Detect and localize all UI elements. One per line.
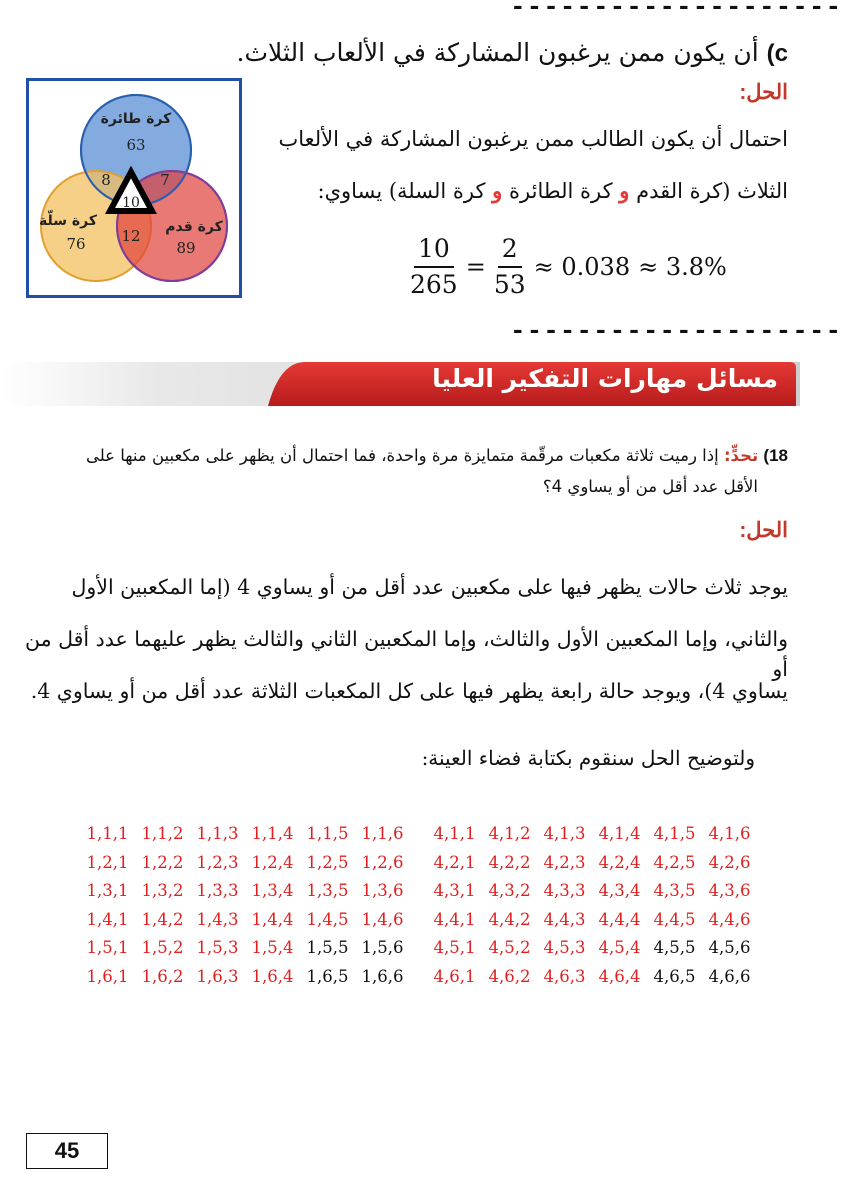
sample-row xyxy=(432,881,752,900)
q18-tag: تحدٍّ: xyxy=(723,446,759,465)
volleyball-label: كرة طائرة xyxy=(100,111,172,127)
basketball-value: 76 xyxy=(66,235,86,253)
q18-solution-label: الحل: xyxy=(739,519,788,542)
football-label: كرة قدم xyxy=(165,219,223,235)
part-c-line1: احتمال أن يكون الطالب ممن يرغبون المشاركة في الألعاب xyxy=(278,127,788,151)
sample-outcome: 4,3,2 xyxy=(488,881,531,900)
sample-row xyxy=(432,910,752,929)
part-c-line2 xyxy=(268,176,788,206)
sample-outcome: 4,6,4 xyxy=(598,966,641,986)
sample-outcome: 1,6,1 xyxy=(86,966,129,986)
sample-row xyxy=(85,967,405,986)
sample-outcome: 1,6,4 xyxy=(251,966,294,986)
q18-line2: الأقل عدد أقل من أو يساوي 4؟ xyxy=(542,477,758,496)
fraction-2-53 xyxy=(494,234,526,300)
sample-outcome: 4,2,6 xyxy=(708,852,751,872)
sample-outcome: 4,1,3 xyxy=(543,824,586,843)
sample-outcome: 4,4,2 xyxy=(488,909,531,929)
sample-outcome: 1,3,1 xyxy=(86,881,129,900)
sample-outcome: 4,1,4 xyxy=(598,824,641,843)
sample-outcome: 1,5,1 xyxy=(86,938,129,957)
sample-outcome: 4,4,6 xyxy=(708,909,751,929)
sample-outcome: 4,5,5 xyxy=(653,938,696,957)
sample-outcome: 4,4,1 xyxy=(433,909,476,929)
sample-outcome: 1,2,1 xyxy=(86,852,129,872)
sample-outcome: 1,6,5 xyxy=(306,966,349,986)
sample-outcome: 4,1,5 xyxy=(653,824,696,843)
sample-outcome: 4,1,6 xyxy=(708,824,751,843)
sample-outcome: 4,5,6 xyxy=(708,938,751,957)
sample-outcome: 1,4,2 xyxy=(141,909,184,929)
sample-outcome: 1,2,4 xyxy=(251,852,294,872)
sample-outcome: 1,6,6 xyxy=(361,966,404,986)
sample-outcome: 1,2,6 xyxy=(361,852,404,872)
section-banner xyxy=(0,356,800,414)
sample-outcome: 1,1,3 xyxy=(196,824,239,843)
sample-outcome: 1,2,3 xyxy=(196,852,239,872)
sample-row xyxy=(432,824,752,843)
approx-decimal: ≈ 0.038 xyxy=(533,253,631,281)
sample-outcome: 1,1,4 xyxy=(251,824,294,843)
sample-outcome: 1,6,3 xyxy=(196,966,239,986)
sample-space-intro: ولتوضيح الحل سنقوم بكتابة فضاء العينة: xyxy=(421,746,755,770)
banner-title: مسائل مهارات التفكير العليا xyxy=(432,364,778,393)
sample-outcome: 1,4,4 xyxy=(251,909,294,929)
sample-outcome: 4,3,6 xyxy=(708,881,751,900)
sample-row xyxy=(85,853,405,872)
sample-outcome: 1,3,4 xyxy=(251,881,294,900)
frac2-numerator: 2 xyxy=(498,234,522,268)
sample-outcome: 4,1,2 xyxy=(488,824,531,843)
part-c-solution-label: الحل: xyxy=(739,81,788,104)
bottom-separator: -------------------- xyxy=(510,316,842,346)
sample-outcome: 4,6,6 xyxy=(708,966,751,986)
sample-outcome: 1,3,2 xyxy=(141,881,184,900)
part-c-question xyxy=(18,36,788,71)
sample-outcome: 1,5,6 xyxy=(361,938,404,957)
sample-outcome: 1,1,2 xyxy=(141,824,184,843)
top-separator: -------------------- xyxy=(510,0,842,22)
q18-body2: والثاني، وإما المكعبين الأول والثالث، وإما المكعبين الثاني والثالث يظهر عليهما عدد أقل من أو xyxy=(24,627,788,681)
center-value: 10 xyxy=(122,195,140,211)
basketball-label: كرة سلّة xyxy=(39,213,97,229)
frac2-denominator: 53 xyxy=(493,270,526,299)
sample-outcome: 1,1,6 xyxy=(361,824,404,843)
q18-line1 xyxy=(8,440,788,471)
sample-outcome: 4,1,1 xyxy=(433,824,476,843)
part-c-line2-mid: كرة الطائرة xyxy=(509,179,613,203)
frac1-denominator: 265 xyxy=(410,270,458,299)
sample-outcome: 1,1,5 xyxy=(306,824,349,843)
sample-outcome: 4,6,1 xyxy=(433,966,476,986)
football-value: 89 xyxy=(176,239,196,257)
sample-outcome: 4,3,1 xyxy=(433,881,476,900)
sample-outcome: 4,2,5 xyxy=(653,852,696,872)
and-word-2: و xyxy=(492,178,503,203)
sample-outcome: 1,4,3 xyxy=(196,909,239,929)
part-c-line2-post: كرة السلة) يساوي: xyxy=(317,179,486,203)
part-c-label: c) xyxy=(766,40,788,67)
basket-football-value: 12 xyxy=(121,227,141,245)
vb-football-value: 7 xyxy=(160,171,170,189)
sample-outcome: 4,6,2 xyxy=(488,966,531,986)
probability-equation xyxy=(410,234,727,300)
q18-number: 18) xyxy=(763,446,788,465)
vb-basket-value: 8 xyxy=(101,171,111,189)
sample-row xyxy=(85,824,405,843)
q18-body3: يساوي 4)، ويوجد حالة رابعة يظهر فيها على كل المكعبات الثلاثة عدد أقل من أو يساوي 4. xyxy=(30,679,788,703)
and-word-1: و xyxy=(619,178,630,203)
sample-outcome: 1,5,4 xyxy=(251,938,294,957)
approx-percent: ≈ 3.8% xyxy=(638,253,727,281)
frac1-numerator: 10 xyxy=(414,234,454,268)
sample-outcome: 1,2,5 xyxy=(306,852,349,872)
sample-outcome: 1,3,3 xyxy=(196,881,239,900)
sample-outcome: 4,4,4 xyxy=(598,909,641,929)
sample-outcome: 1,4,1 xyxy=(86,909,129,929)
q18-body1: يوجد ثلاث حالات يظهر فيها على مكعبين عدد أقل من أو يساوي 4 (إما المكعبين الأول xyxy=(71,575,788,599)
sample-outcome: 4,5,3 xyxy=(543,938,586,957)
volleyball-value: 63 xyxy=(126,136,146,154)
sample-row xyxy=(85,938,405,957)
sample-outcome: 4,5,4 xyxy=(598,938,641,957)
sample-outcome: 1,5,3 xyxy=(196,938,239,957)
sample-outcome: 4,3,3 xyxy=(543,881,586,900)
sample-outcome: 1,2,2 xyxy=(141,852,184,872)
equals-sign: = xyxy=(465,253,486,281)
page-number: 45 xyxy=(26,1133,108,1169)
sample-outcome: 4,4,3 xyxy=(543,909,586,929)
sample-row xyxy=(432,853,752,872)
sample-row xyxy=(432,967,752,986)
question-18 xyxy=(8,440,788,502)
q18-text-line1: إذا رميت ثلاثة مكعبات مرقّمة متمايزة مرة واحدة، فما احتمال أن يظهر على مكعبين منها على xyxy=(85,446,719,465)
sample-outcome: 1,3,5 xyxy=(306,881,349,900)
sample-outcome: 4,2,4 xyxy=(598,852,641,872)
sample-outcome: 4,5,1 xyxy=(433,938,476,957)
sample-outcome: 1,6,2 xyxy=(141,966,184,986)
sample-outcome: 1,1,1 xyxy=(86,824,129,843)
sample-outcome: 4,6,3 xyxy=(543,966,586,986)
sample-row xyxy=(85,881,405,900)
sample-row xyxy=(85,910,405,929)
sample-outcome: 1,3,6 xyxy=(361,881,404,900)
sample-outcome: 4,3,4 xyxy=(598,881,641,900)
sample-row xyxy=(432,938,752,957)
sample-outcome: 4,5,2 xyxy=(488,938,531,957)
part-c-line2-pre: الثلاث (كرة القدم xyxy=(636,179,788,203)
fraction-10-265 xyxy=(410,234,458,300)
sample-outcome: 1,4,5 xyxy=(306,909,349,929)
venn-diagram xyxy=(26,78,242,298)
sample-outcome: 4,3,5 xyxy=(653,881,696,900)
sample-outcome: 1,4,6 xyxy=(361,909,404,929)
sample-outcome: 4,2,1 xyxy=(433,852,476,872)
sample-outcome: 1,5,2 xyxy=(141,938,184,957)
sample-outcome: 4,2,2 xyxy=(488,852,531,872)
sample-outcome: 4,6,5 xyxy=(653,966,696,986)
sample-outcome: 1,5,5 xyxy=(306,938,349,957)
sample-outcome: 4,2,3 xyxy=(543,852,586,872)
sample-outcome: 4,4,5 xyxy=(653,909,696,929)
part-c-question-text: أن يكون ممن يرغبون المشاركة في الألعاب الثلاث. xyxy=(236,38,759,67)
